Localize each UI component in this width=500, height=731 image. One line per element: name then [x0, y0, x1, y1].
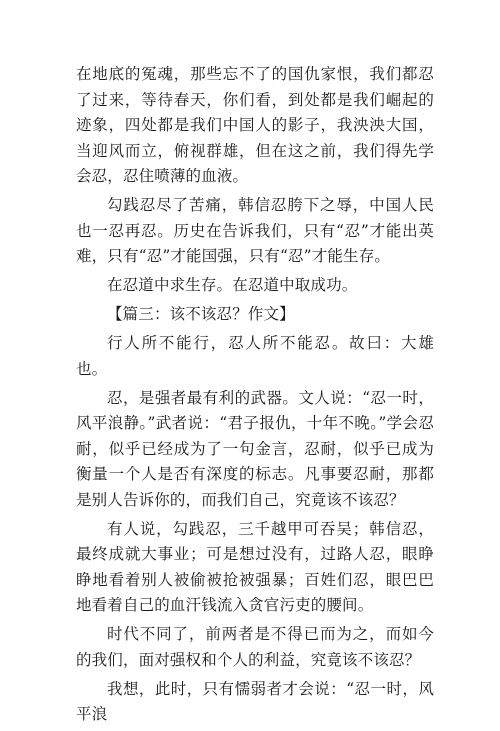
paragraph-6: 忍，是强者最有利的武器。文人说：“忍一时，风平浪静。”武者说：“君子报仇，十年不晚。”学会忍耐，似乎已经成为了一句金言，忍耐，似乎已成为衡量一个人是否有深度的标志。凡事要忍耐，那都是别人告诉你的，而我们自己，究竟该不该忍？: [76, 388, 434, 509]
essay-body: [76, 62, 434, 731]
paragraph-9: 我想，此时，只有懦弱者才会说：“忍一时，风平浪: [76, 679, 434, 723]
section-heading: 【篇三：该不该忍？作文】: [107, 305, 295, 323]
paragraph-5: 行人所不能行，忍人所不能忍。故曰：大雄也。: [76, 334, 434, 378]
paragraph-1: 在地底的冤魂，那些忘不了的国仇家恨，我们都忍了过来，等待春天，你们看，到处都是我们崛起的迹象，四处都是我们中国人的影子，我泱泱大国，当迎风而立，俯视群雄，但在这之前，我们得先学会忍，忍住喷薄的血液。: [76, 65, 434, 185]
paragraph-8: 时代不同了，前两者是不得已而为之，而如今的我们，面对强权和个人的利益，究竟该不该忍？: [76, 625, 434, 669]
paragraph-7: 有人说，勾践忍，三千越甲可吞吴；韩信忍，最终成就大事业；可是想过没有，过路人忍，眼睁睁地看着别人被偷被抢被强暴；百姓们忍，眼巴巴地看着自己的血汗钱流入贪官污吏的腰间。: [76, 519, 434, 614]
paragraph-2: 勾践忍尽了苦痛，韩信忍胯下之辱，中国人民也一忍再忍。历史在告诉我们，只有“忍”才能出英难，只有“忍”才能国强，只有“忍”才能生存。: [76, 196, 434, 265]
paragraph-3: 在忍道中求生存。在忍道中取成功。: [107, 276, 358, 294]
